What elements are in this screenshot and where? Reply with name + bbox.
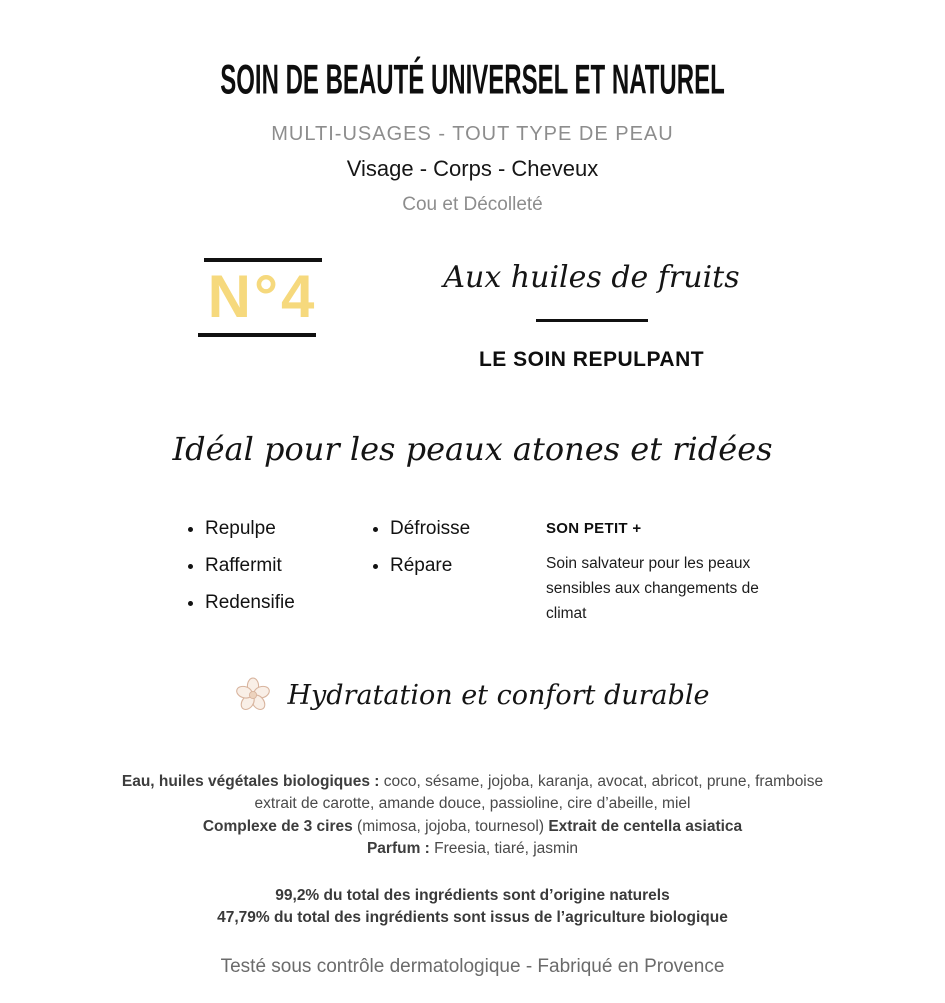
benefit-item: • Répare (390, 555, 501, 577)
ingredients-line (0, 838, 945, 860)
ingredients-label: Parfum : (366, 840, 430, 858)
ingredients-text: (mimosa, jojoba, tournesol) (352, 817, 549, 835)
stat-natural-origin: 99,2% du total des ingrédients sont d’origine naturels (275, 886, 670, 904)
benefit-item: • Repulpe (205, 518, 321, 540)
benefits-section (0, 518, 945, 629)
product-tagline: Aux huiles de fruits (443, 260, 740, 295)
ingredients-line (0, 816, 945, 838)
highlight-row (0, 677, 945, 713)
stats-block (0, 885, 945, 930)
stat-organic: 47,79% du total des ingrédients sont issus de l’agriculture biologique (217, 909, 728, 927)
brand-row (0, 258, 945, 372)
product-number-badge (204, 258, 322, 337)
petit-plus-block (546, 518, 764, 626)
ingredients-label: Extrait de centella asiatica (548, 817, 743, 835)
divider-line (536, 319, 648, 322)
page-title: SOIN DE BEAUTÉ UNIVERSEL ET NATUREL (220, 56, 725, 104)
subtitle-usage: MULTI-USAGES - TOUT TYPE DE PEAU (271, 123, 674, 145)
benefit-item: • Redensifie (205, 592, 321, 614)
product-label (0, 58, 945, 1003)
ingredients-block (0, 771, 945, 861)
benefit-item: • Raffermit (205, 555, 321, 577)
ingredients-text: Freesia, tiaré, jasmin (429, 840, 579, 858)
product-number: N°4 (207, 263, 318, 330)
petit-plus-title: SON PETIT + (546, 520, 642, 537)
product-name: LE SOIN REPULPANT (478, 348, 705, 371)
ingredients-label: Eau, huiles végétales biologiques : (121, 773, 380, 790)
ideal-for-text: Idéal pour les peaux atones et ridées (172, 430, 773, 468)
ingredients-text: extrait de carotte, amande douce, passioline, cire d’abeille, miel (254, 795, 691, 813)
badge-bottom-bar (198, 333, 316, 337)
petit-plus-text: Soin salvateur pour les peaux sensibles aux changements de climat (546, 555, 759, 622)
subtitle-neck: Cou et Décolleté (402, 194, 543, 215)
ingredients-label: Complexe de 3 cires (202, 817, 353, 835)
benefits-list-2 (366, 518, 501, 592)
benefits-list-1 (181, 518, 321, 629)
benefit-item: • Défroisse (390, 518, 501, 540)
ingredients-line (0, 771, 945, 793)
flower-icon (235, 677, 271, 713)
subtitle-areas: Visage - Corps - Cheveux (346, 156, 599, 181)
ingredients-text: coco, sésame, jojoba, karanja, avocat, abricot, prune, framboise (379, 773, 824, 790)
footer-note: Testé sous contrôle dermatologique - Fabriqué en Provence (220, 955, 725, 977)
ingredients-line (0, 793, 945, 815)
highlight-text: Hydratation et confort durable (287, 679, 710, 711)
product-name-block (442, 258, 742, 372)
